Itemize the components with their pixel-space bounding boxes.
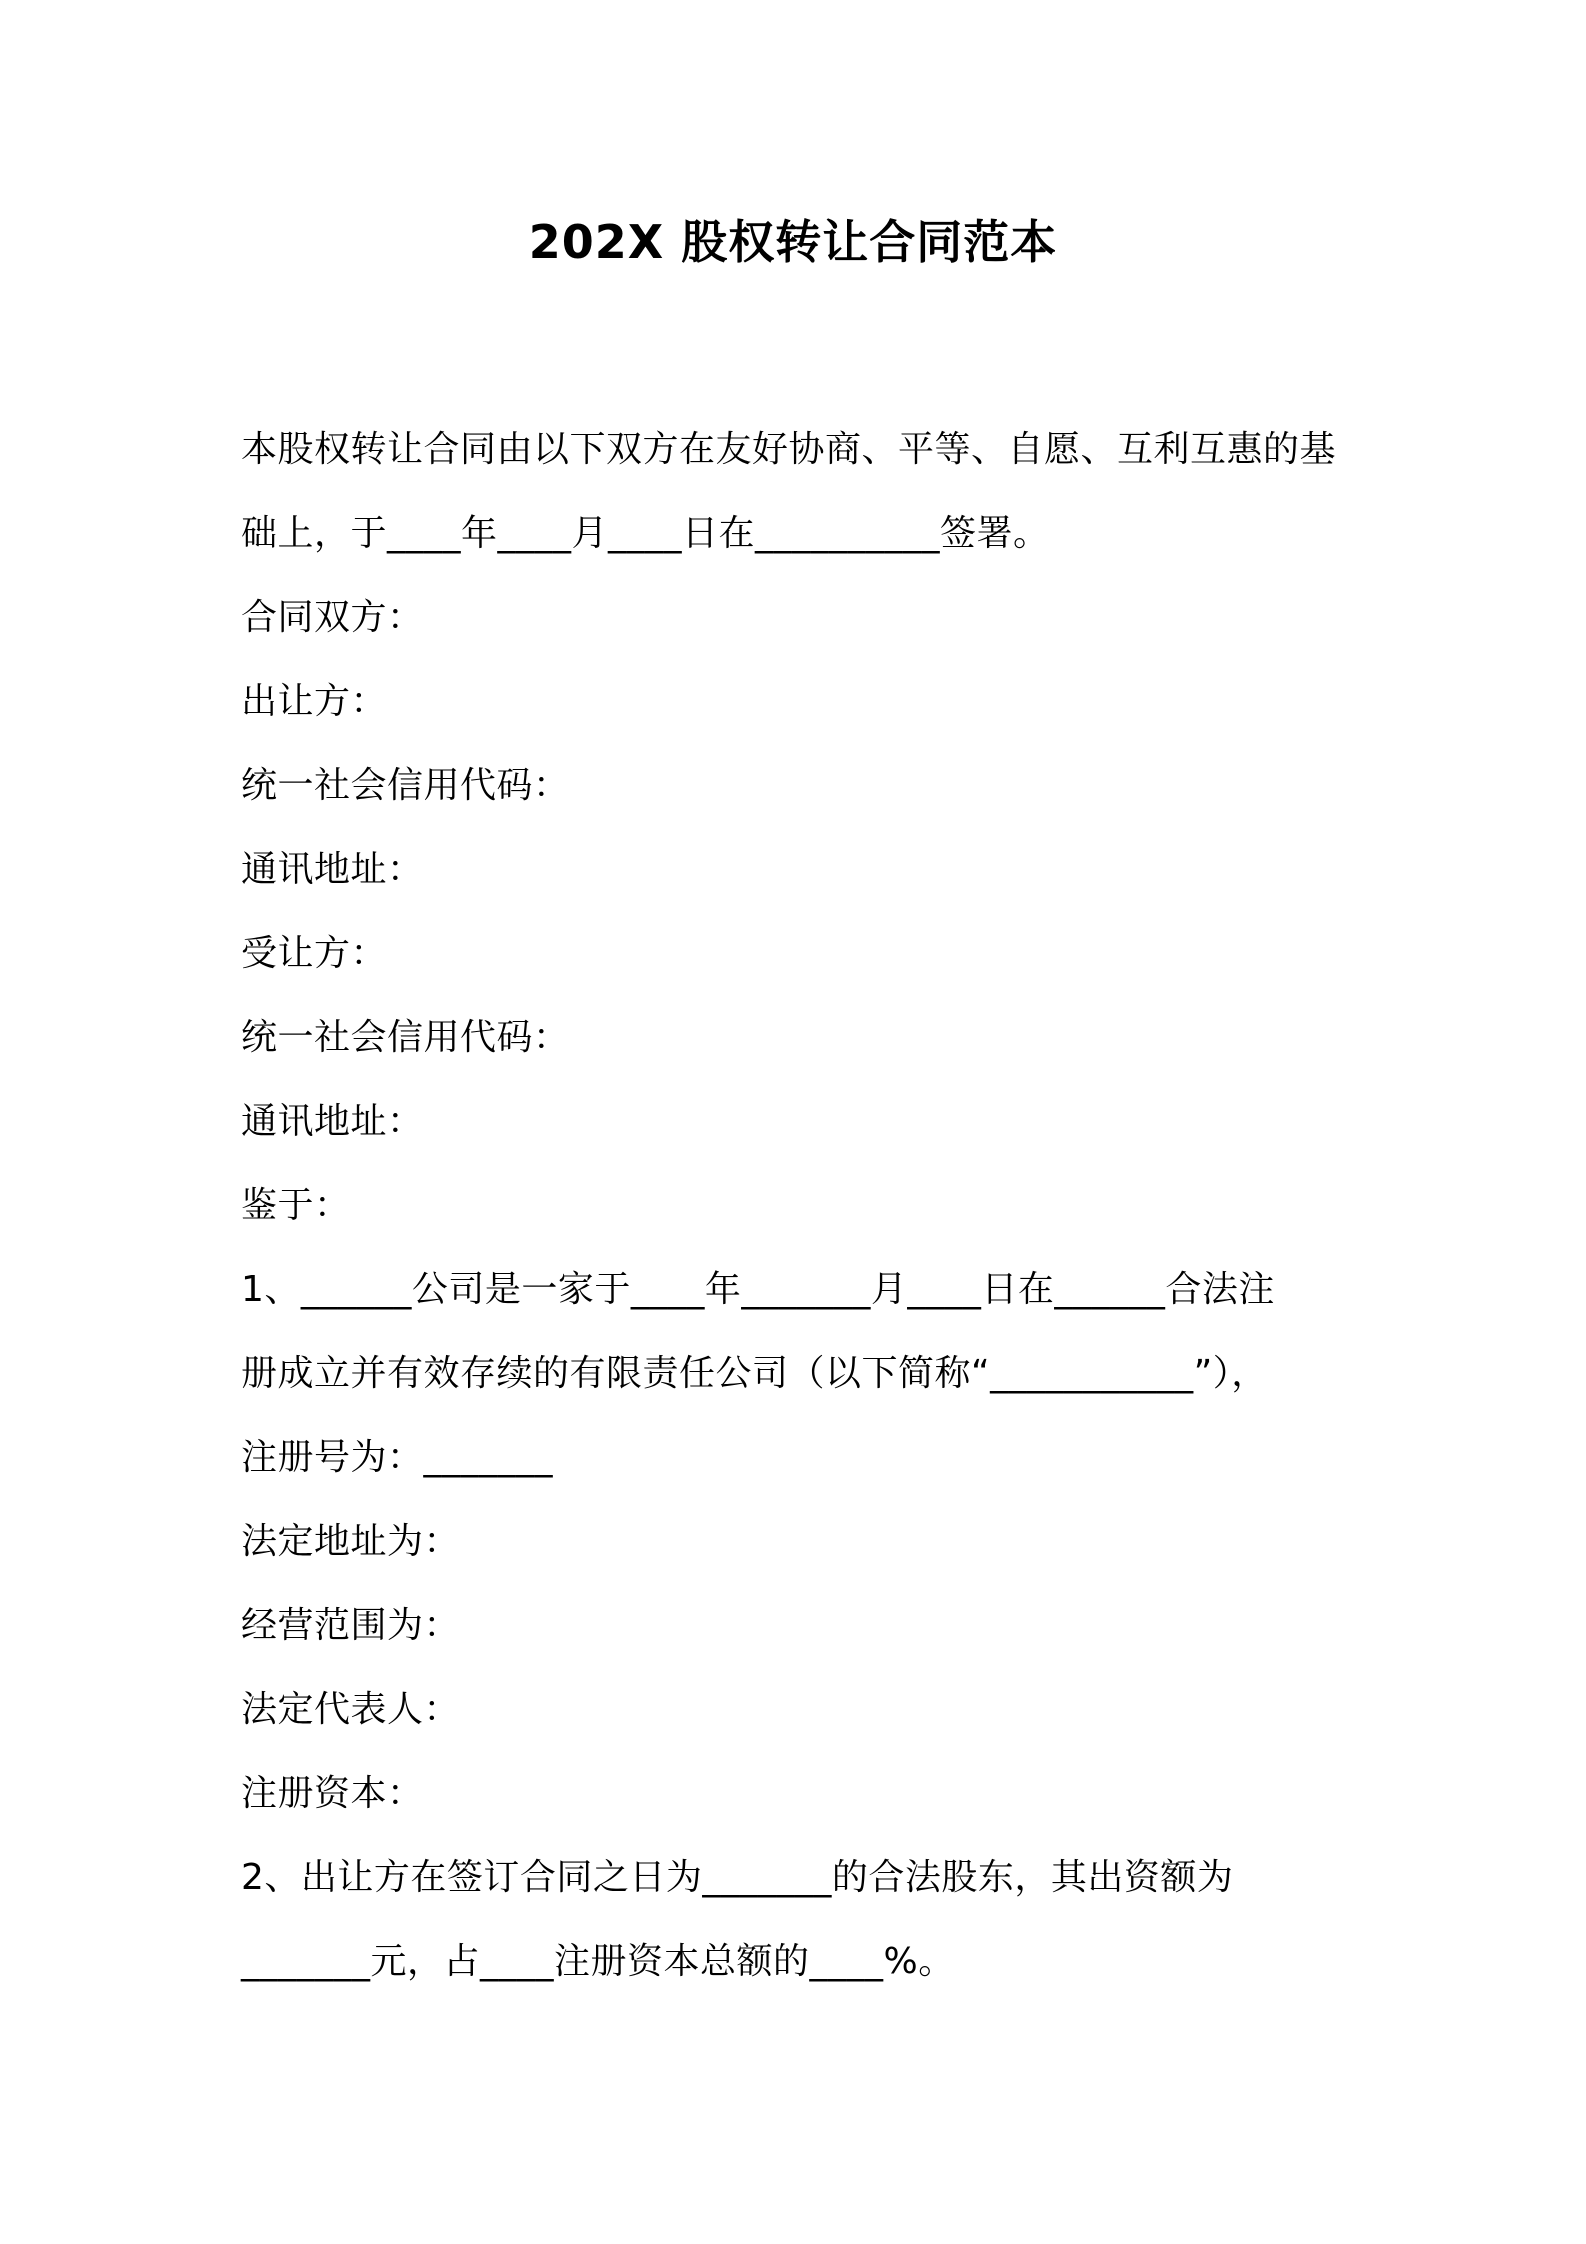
intro-line-1: 本股权转让合同由以下双方在友好协商、平等、自愿、互利互惠的基 <box>241 429 1337 470</box>
intro-line-2: 础上，于____年____月____日在__________签署。 <box>241 513 1050 554</box>
whereas-heading: 鉴于： <box>241 1185 351 1226</box>
transferee-credit-code: 统一社会信用代码： <box>241 1017 570 1058</box>
clause-1-line-1: 1、______公司是一家于____年_______月____日在______合法注 <box>241 1269 1275 1310</box>
legal-representative: 法定代表人： <box>241 1689 461 1730</box>
registered-capital: 注册资本： <box>241 1773 424 1814</box>
transferor-label: 出让方： <box>241 681 388 722</box>
transferor-address: 通讯地址： <box>241 849 424 890</box>
clause-1-line-2: 册成立并有效存续的有限责任公司（以下简称“___________”）， <box>241 1353 1268 1394</box>
legal-address: 法定地址为： <box>241 1521 461 1562</box>
transferor-credit-code: 统一社会信用代码： <box>241 765 570 806</box>
clause-2-line-2: _______元，占____注册资本总额的____%。 <box>241 1941 955 1982</box>
document-body <box>241 408 1361 2004</box>
transferee-address: 通讯地址： <box>241 1101 424 1142</box>
parties-heading: 合同双方： <box>241 597 424 638</box>
document-title: 202X 股权转让合同范本 <box>528 215 1058 269</box>
business-scope: 经营范围为： <box>241 1605 461 1646</box>
transferee-label: 受让方： <box>241 933 388 974</box>
clause-2-line-1: 2、出让方在签订合同之日为_______的合法股东，其出资额为 <box>241 1857 1234 1898</box>
registration-number: 注册号为：_______ <box>241 1437 554 1478</box>
